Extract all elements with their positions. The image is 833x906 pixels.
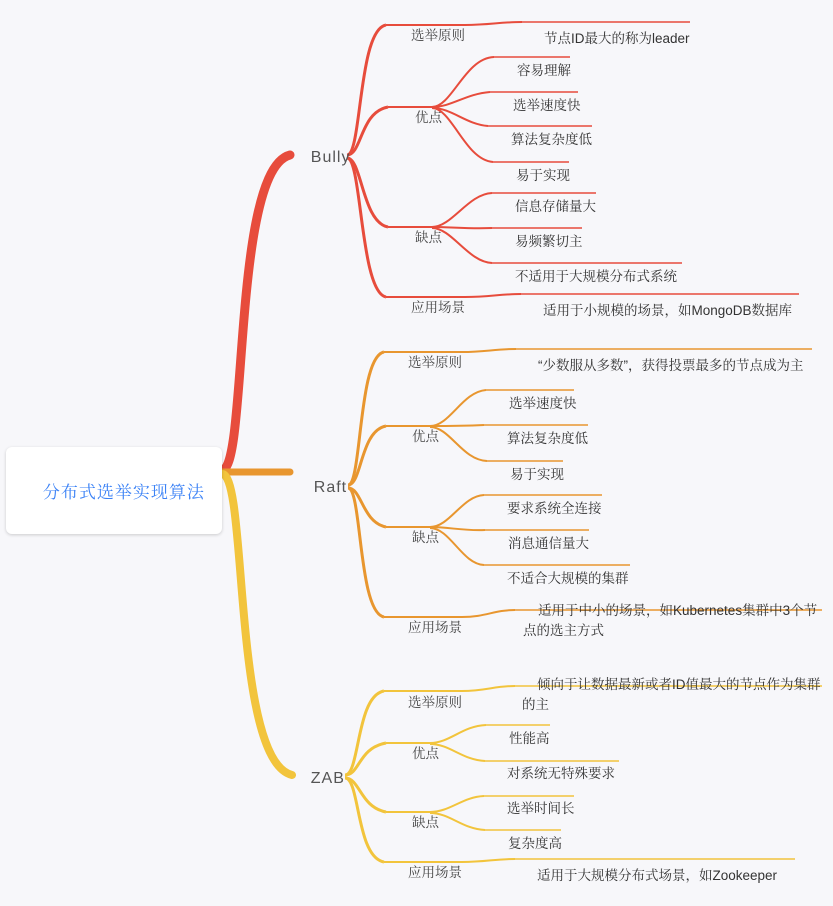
mindmap-root-node[interactable] bbox=[6, 447, 222, 534]
group-label-raft-election-principle[interactable] bbox=[393, 336, 462, 386]
group-label-bully-cons[interactable] bbox=[400, 211, 442, 261]
group-label-raft-usecase[interactable] bbox=[393, 601, 462, 651]
leaf-text: 性能高 bbox=[509, 731, 550, 746]
group-label-zab-cons[interactable] bbox=[397, 796, 439, 846]
leaf-text: 不适用于大规模分布式系统 bbox=[515, 269, 678, 284]
leaf-text: 适用于小规模的场景，如MongoDB数据库 bbox=[543, 303, 793, 318]
group-label-text: 应用场景 bbox=[411, 300, 466, 315]
leaf-text: “少数服从多数”，获得投票最多的节点成为主 bbox=[538, 358, 804, 373]
leaf-text: 易频繁切主 bbox=[515, 234, 583, 249]
leaf-text: 选举时间长 bbox=[507, 801, 575, 816]
group-label-text: 应用场景 bbox=[408, 620, 463, 635]
leaf-text: 适用于中小的场景，如Kubernetes集群中3个节点的选主方式 bbox=[523, 603, 818, 638]
group-label-text: 选举原则 bbox=[411, 28, 466, 43]
leaf-text: 选举速度快 bbox=[509, 396, 577, 411]
leaf-text: 消息通信量大 bbox=[508, 536, 590, 551]
branch-label-bully: Bully bbox=[310, 149, 351, 166]
group-label-text: 优点 bbox=[412, 429, 440, 444]
group-label-bully-pros[interactable] bbox=[400, 91, 442, 141]
group-label-text: 选举原则 bbox=[408, 695, 463, 710]
group-label-raft-pros[interactable] bbox=[397, 410, 439, 460]
branch-node-zab[interactable] bbox=[289, 752, 345, 806]
group-label-bully-usecase[interactable] bbox=[396, 281, 465, 331]
group-label-text: 优点 bbox=[415, 110, 443, 125]
leaf-text: 对系统无特殊要求 bbox=[507, 766, 616, 781]
group-label-raft-cons[interactable] bbox=[397, 511, 439, 561]
group-label-text: 选举原则 bbox=[408, 355, 463, 370]
leaf-text: 算法复杂度低 bbox=[511, 132, 593, 147]
branch-label-zab: ZAB bbox=[310, 770, 345, 787]
leaf-text: 选举速度快 bbox=[513, 98, 581, 113]
leaf-zab-usecase-1[interactable] bbox=[522, 846, 777, 906]
leaf-raft-usecase-1[interactable] bbox=[523, 581, 823, 661]
leaf-text: 容易理解 bbox=[517, 63, 572, 78]
branch-node-raft[interactable] bbox=[292, 461, 347, 515]
group-label-text: 优点 bbox=[412, 746, 440, 761]
leaf-zab-principle-1[interactable] bbox=[522, 655, 822, 735]
group-label-text: 缺点 bbox=[412, 530, 440, 545]
leaf-text: 节点ID最大的称为leader bbox=[544, 31, 690, 46]
group-label-text: 缺点 bbox=[412, 815, 440, 830]
group-label-zab-election-principle[interactable] bbox=[393, 676, 462, 726]
leaf-text: 适用于大规模分布式场景，如Zookeeper bbox=[537, 868, 778, 883]
group-label-text: 应用场景 bbox=[408, 865, 463, 880]
leaf-text: 易于实现 bbox=[510, 467, 565, 482]
group-label-zab-usecase[interactable] bbox=[393, 846, 462, 896]
leaf-text: 倾向于让数据最新或者ID值最大的节点作为集群的主 bbox=[522, 677, 821, 712]
leaf-text: 不适合大规模的集群 bbox=[507, 571, 629, 586]
root-label: 分布式选举实现算法 bbox=[42, 483, 205, 502]
leaf-text: 易于实现 bbox=[516, 168, 571, 183]
leaf-text: 算法复杂度低 bbox=[507, 431, 589, 446]
group-label-text: 缺点 bbox=[415, 230, 443, 245]
leaf-text: 要求系统全连接 bbox=[507, 501, 602, 516]
leaf-text: 复杂度高 bbox=[508, 836, 563, 851]
leaf-text: 信息存储量大 bbox=[515, 199, 597, 214]
branch-label-raft: Raft bbox=[313, 479, 348, 496]
branch-node-bully[interactable] bbox=[289, 131, 350, 185]
group-label-bully-election-principle[interactable] bbox=[396, 9, 465, 59]
leaf-bully-usecase-1[interactable] bbox=[528, 281, 792, 341]
group-label-zab-pros[interactable] bbox=[397, 727, 439, 777]
